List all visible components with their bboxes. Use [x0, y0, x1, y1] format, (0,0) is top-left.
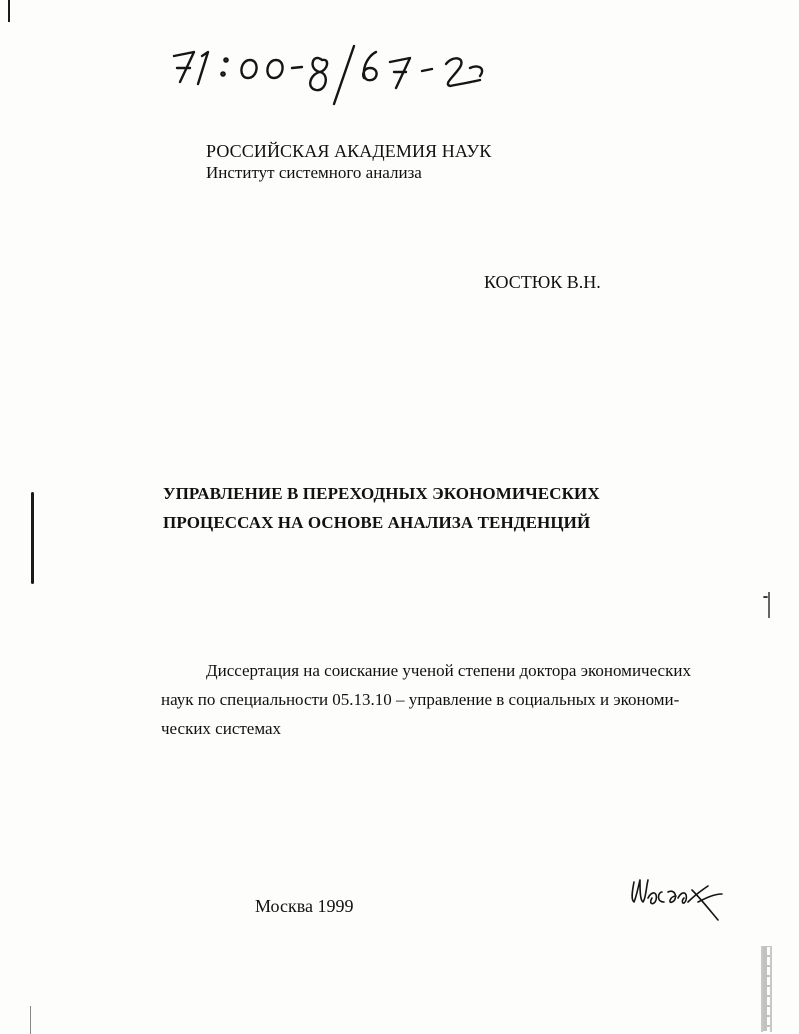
- scan-edge-right-mark: [768, 592, 770, 618]
- handwritten-catalog-number-drawing: [168, 38, 508, 108]
- title-line-2: ПРОЦЕССАХ НА ОСНОВЕ АНАЛИЗА ТЕНДЕНЦИЙ: [163, 513, 591, 532]
- dissertation-title: [163, 479, 600, 537]
- institute-name: Институт системного анализа: [206, 163, 422, 182]
- city-and-year: Москва 1999: [255, 896, 354, 916]
- description-line-2: наук по специальности 05.13.10 – управление в социальных и экономи-: [161, 690, 680, 709]
- scan-edge-left-bottom: [30, 1006, 31, 1034]
- author-name: КОСТЮК В.Н.: [484, 272, 601, 292]
- scan-edge-left-mark: [31, 492, 34, 584]
- header-block: [206, 140, 491, 184]
- description-line-3: ческих системах: [161, 719, 282, 738]
- dissertation-description: [161, 656, 751, 743]
- author-signature-drawing: [628, 868, 728, 930]
- author-signature: [628, 868, 728, 930]
- title-line-1: УПРАВЛЕНИЕ В ПЕРЕХОДНЫХ ЭКОНОМИЧЕСКИХ: [163, 484, 600, 503]
- organization-name: РОССИЙСКАЯ АКАДЕМИЯ НАУК: [206, 141, 492, 161]
- scan-edge-top-left: [8, 0, 10, 22]
- handwritten-catalog-number: [168, 38, 508, 108]
- description-line-1: Диссертация на соискание ученой степени доктора экономических: [206, 661, 691, 680]
- scan-ruler-strip: [760, 946, 774, 1032]
- scan-speck: [763, 596, 768, 598]
